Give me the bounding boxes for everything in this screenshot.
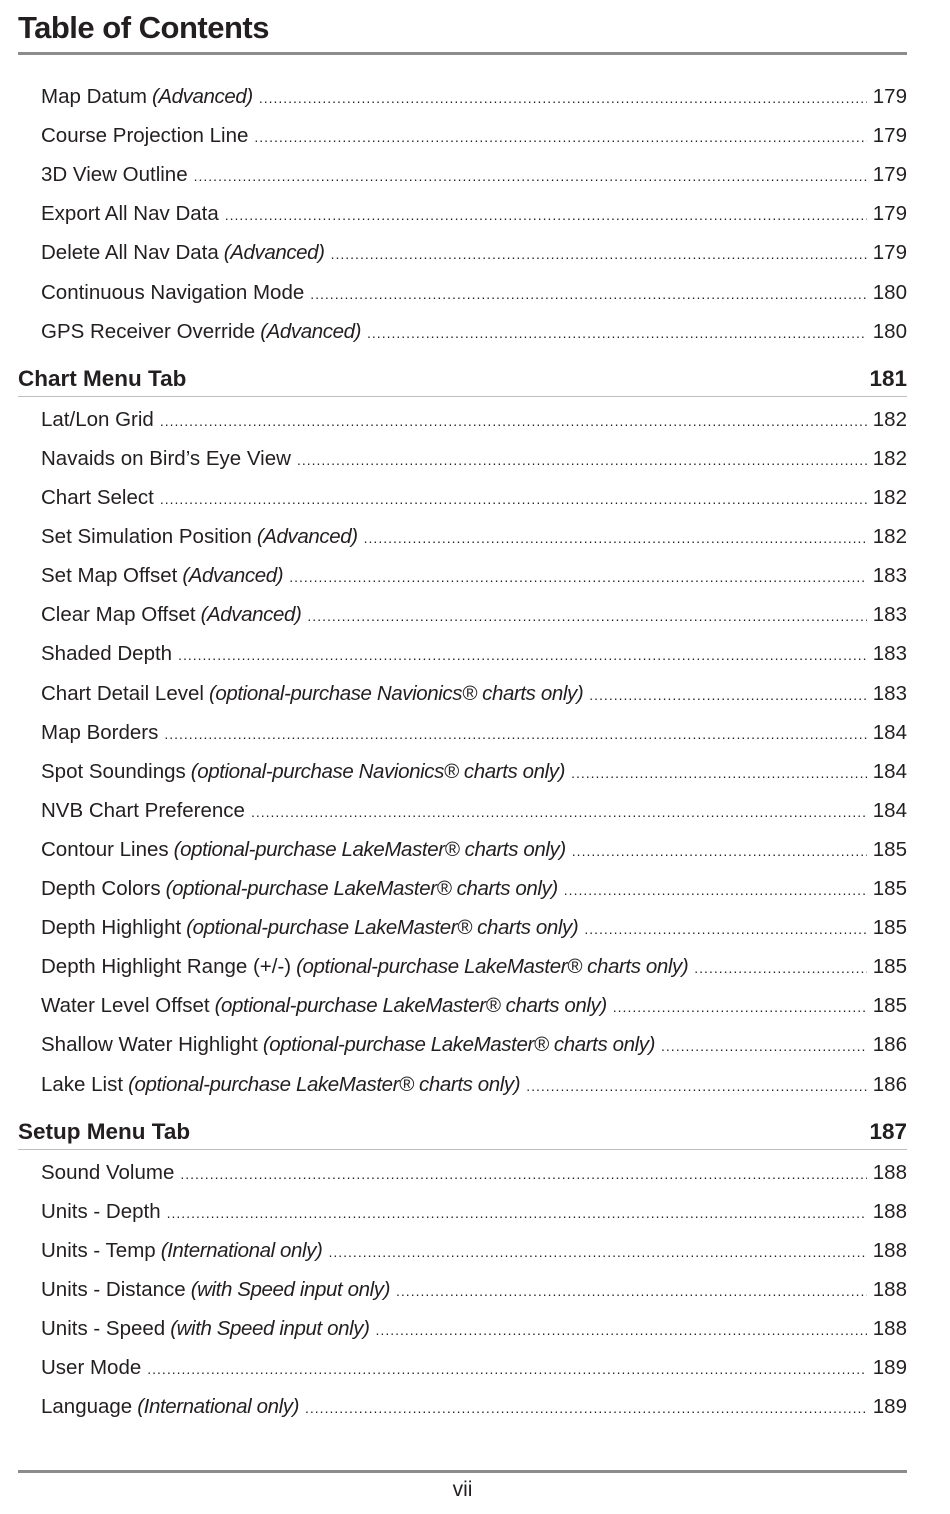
toc-entry-page: 183 [872, 603, 907, 627]
toc-entry-page: 180 [872, 319, 907, 343]
dot-leader [307, 601, 866, 631]
toc-entry[interactable] [41, 1197, 907, 1227]
toc-entry-note: (Advanced) [151, 85, 253, 108]
toc-entry[interactable] [41, 991, 907, 1021]
toc-entry-page: 179 [872, 241, 907, 265]
toc-entry[interactable] [41, 874, 907, 904]
toc-entry[interactable] [41, 1353, 907, 1383]
toc-entry-page: 188 [872, 1238, 907, 1262]
dot-leader [589, 680, 867, 710]
toc-entry-note: (Advanced) [256, 525, 358, 549]
toc-entry-page: 182 [872, 446, 907, 470]
toc-entry[interactable] [41, 121, 907, 151]
toc-entry[interactable] [41, 718, 907, 748]
toc-entry-label: Clear Map Offset [41, 603, 196, 627]
toc-entry-label: Spot Soundings [41, 759, 186, 783]
toc-entry-label: Delete All Nav Data [41, 241, 219, 265]
toc-entry-note: (optional-purchase Navionics® charts only) [190, 759, 566, 783]
dot-leader [160, 406, 867, 436]
toc-entry-note: (Advanced) [200, 603, 302, 627]
toc-entry[interactable] [41, 1392, 907, 1422]
dot-leader [178, 640, 867, 670]
toc-entry[interactable] [41, 160, 907, 190]
dot-leader [694, 953, 867, 983]
toc-entry-label: GPS Receiver Override [41, 319, 256, 343]
page-title: Table of Contents [18, 10, 269, 45]
toc-entry-page: 183 [872, 681, 907, 705]
toc-entry-page: 188 [872, 1199, 907, 1223]
toc-entry[interactable] [41, 238, 907, 268]
toc-entry[interactable] [41, 1314, 907, 1344]
toc-entry-label: Depth Colors [41, 877, 161, 900]
dot-leader [613, 992, 867, 1022]
dot-leader [328, 1237, 866, 1267]
toc-entry-label: Set Map Offset [41, 564, 178, 588]
dot-leader [331, 239, 867, 269]
toc-entry-label: Units - Depth [41, 1199, 161, 1223]
dot-leader [396, 1276, 867, 1306]
toc-entry[interactable] [41, 600, 907, 630]
toc-entry-page: 185 [872, 916, 907, 940]
footer-divider [18, 1470, 907, 1473]
toc-entry-label: 3D View Outline [41, 163, 188, 187]
toc-entry-note: (optional-purchase LakeMaster® charts only) [128, 1072, 521, 1096]
toc-entry-page: 185 [872, 994, 907, 1018]
toc-entry-note: (with Speed input only) [190, 1278, 391, 1301]
dot-leader [225, 200, 867, 230]
toc-entry-label: Shaded Depth [41, 642, 173, 666]
toc-entry-label: NVB Chart Preference [41, 798, 245, 822]
section-heading[interactable] [18, 1115, 907, 1150]
toc-entry[interactable] [41, 1070, 907, 1100]
toc-entry-page: 186 [872, 1072, 907, 1096]
toc-entry-page: 188 [872, 1160, 907, 1184]
toc-entry-page: 185 [872, 837, 907, 861]
toc-entry-label: Export All Nav Data [41, 202, 219, 226]
dot-leader [254, 122, 866, 152]
page-number: vii [452, 1478, 473, 1501]
section-heading-page: 181 [869, 365, 907, 391]
toc-entry-page: 184 [872, 798, 907, 822]
toc-entry[interactable] [41, 522, 907, 552]
dot-leader [289, 562, 867, 592]
dot-leader [310, 279, 867, 309]
toc-entry-page: 179 [872, 163, 907, 187]
dot-leader [297, 445, 867, 475]
dot-leader [376, 1315, 867, 1345]
toc-entry-label: Depth Highlight [41, 916, 182, 940]
toc-entry-label: Map Datum [41, 85, 147, 108]
toc-entry[interactable] [41, 444, 907, 474]
dot-leader [661, 1031, 867, 1061]
toc-entry-note: (optional-purchase LakeMaster® charts only) [186, 916, 579, 940]
toc-entry-note: (with Speed input only) [170, 1317, 370, 1341]
toc-entry-note: (International only) [160, 1238, 323, 1262]
dot-leader [194, 161, 867, 191]
toc-entry-page: 182 [872, 525, 907, 549]
toc-entry-label: Navaids on Bird’s Eye View [41, 446, 291, 470]
toc-entry-label: Water Level Offset [41, 994, 210, 1018]
toc-entry[interactable] [41, 1030, 907, 1060]
toc-entry[interactable] [41, 913, 907, 943]
toc-entry-note: (optional-purchase LakeMaster® charts only) [214, 994, 607, 1018]
toc-entry[interactable] [41, 1236, 907, 1266]
toc-entry[interactable] [41, 561, 907, 591]
dot-leader [572, 836, 867, 866]
toc-entry[interactable] [41, 1275, 907, 1305]
toc-entry-page: 182 [872, 407, 907, 431]
toc-entry-page: 179 [872, 124, 907, 148]
dot-leader [251, 797, 867, 827]
toc-entry-page: 185 [872, 877, 907, 900]
toc-entry[interactable] [41, 952, 907, 982]
toc-entry-label: User Mode [41, 1356, 142, 1380]
dot-leader [180, 1159, 866, 1189]
toc-entry[interactable] [41, 199, 907, 229]
toc-entry-label: Depth Highlight Range (+/-) [41, 955, 292, 979]
toc-entry-label: Set Simulation Position [41, 525, 252, 549]
toc-entry[interactable] [41, 796, 907, 826]
toc-entry-label: Language [41, 1395, 133, 1419]
dot-leader [364, 523, 867, 553]
toc-entry[interactable] [41, 278, 907, 308]
dot-leader [571, 758, 867, 788]
dot-leader [305, 1393, 867, 1423]
toc-entry-note: (optional-purchase LakeMaster® charts only) [296, 955, 689, 979]
section-heading[interactable] [18, 362, 907, 397]
toc-entry-page: 183 [872, 564, 907, 588]
toc-entry-page: 188 [872, 1317, 907, 1341]
toc-entry[interactable] [41, 835, 907, 865]
toc-entry-label: Contour Lines [41, 837, 169, 861]
toc-entry-note: (optional-purchase LakeMaster® charts only) [165, 877, 558, 900]
toc-entry[interactable] [41, 1158, 907, 1188]
toc-entry[interactable] [41, 483, 907, 513]
toc-entry-page: 188 [872, 1278, 907, 1301]
toc-entry-label: Continuous Navigation Mode [41, 280, 305, 304]
toc-entry-page: 179 [872, 85, 907, 108]
dot-leader [564, 875, 867, 905]
section-heading-label: Setup Menu Tab [18, 1118, 191, 1144]
dot-leader [147, 1354, 867, 1384]
dot-leader [526, 1071, 867, 1101]
dot-leader [164, 719, 866, 749]
toc-entry-page: 184 [872, 720, 907, 744]
dot-leader [167, 1198, 867, 1228]
toc-entry[interactable] [41, 639, 907, 669]
toc-entry-note: (Advanced) [260, 319, 362, 343]
toc-entry-note: (International only) [137, 1395, 300, 1419]
toc-entry-page: 180 [872, 280, 907, 304]
toc-entry-label: Chart Select [41, 486, 154, 509]
toc-entry[interactable] [41, 679, 907, 709]
toc-entry-label: Chart Detail Level [41, 681, 204, 705]
toc-entry[interactable] [41, 82, 907, 112]
toc-entry-label: Units - Temp [41, 1238, 156, 1262]
dot-leader [160, 484, 867, 514]
dot-leader [584, 914, 866, 944]
toc-entry[interactable] [41, 317, 907, 347]
toc-entry-page: 184 [872, 759, 907, 783]
toc-entry-page: 189 [872, 1395, 907, 1419]
toc-entry-label: Map Borders [41, 720, 159, 744]
toc-entry-page: 185 [872, 955, 907, 979]
title-divider [18, 52, 907, 55]
toc-entry-label: Units - Speed [41, 1317, 166, 1341]
toc-entry-note: (optional-purchase LakeMaster® charts only) [262, 1033, 656, 1057]
toc-entry-note: (Advanced) [182, 564, 284, 588]
toc-entry-note: (optional-purchase Navionics® charts only) [208, 681, 584, 705]
toc-entry-label: Lake List [41, 1072, 124, 1096]
dot-leader [367, 318, 867, 348]
dot-leader [259, 83, 867, 113]
toc-entry-page: 179 [872, 202, 907, 226]
toc-entry[interactable] [41, 757, 907, 787]
toc-entry-label: Course Projection Line [41, 124, 249, 148]
section-heading-page: 187 [869, 1118, 907, 1144]
toc-entry-note: (optional-purchase LakeMaster® charts only) [173, 837, 566, 861]
toc-entry-label: Lat/Lon Grid [41, 407, 154, 431]
toc-entry-note: (Advanced) [223, 241, 325, 265]
toc-entry-page: 183 [872, 642, 907, 666]
toc-entry-page: 186 [872, 1033, 907, 1057]
toc-entry-label: Sound Volume [41, 1160, 175, 1184]
toc-entry[interactable] [41, 405, 907, 435]
toc-entry-label: Units - Distance [41, 1278, 186, 1301]
toc-entry-page: 189 [872, 1356, 907, 1380]
toc-entry-label: Shallow Water Highlight [41, 1033, 258, 1057]
section-heading-label: Chart Menu Tab [18, 365, 187, 391]
toc-entry-page: 182 [872, 486, 907, 509]
